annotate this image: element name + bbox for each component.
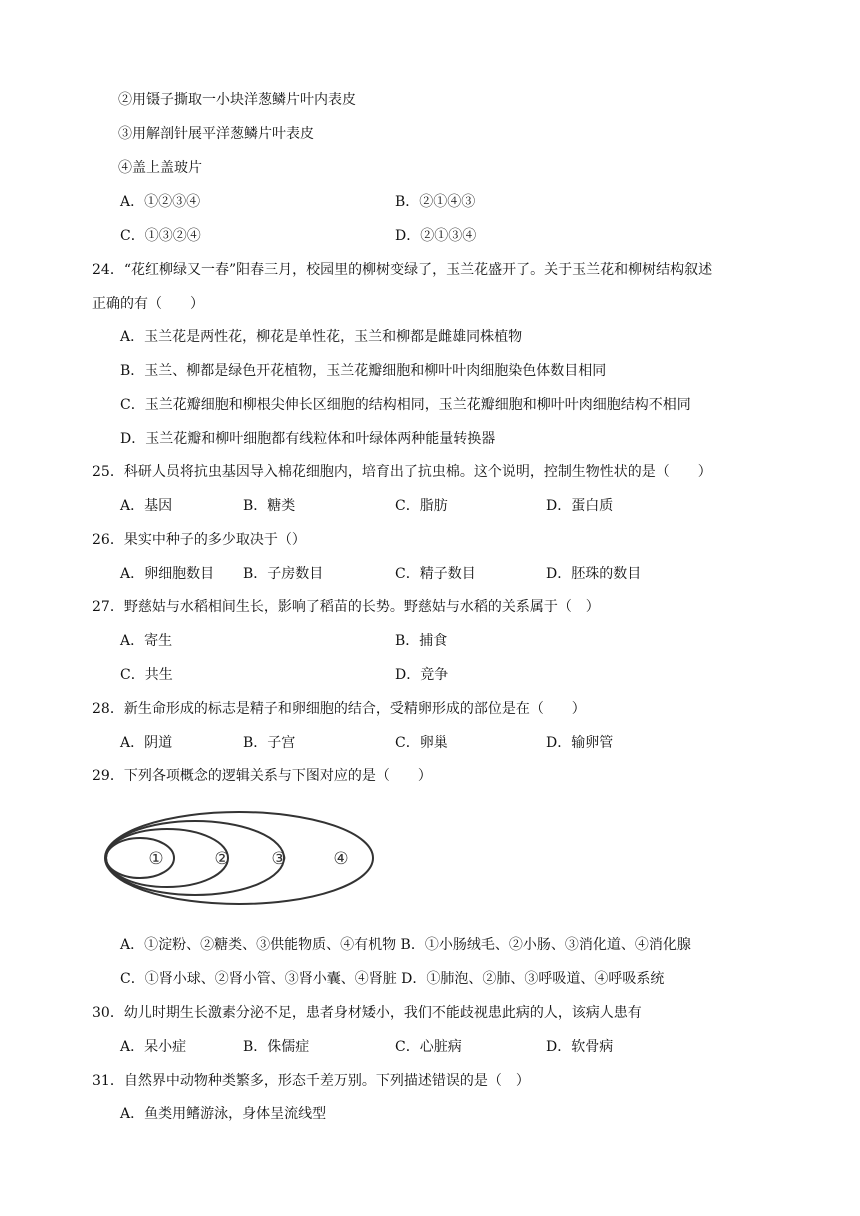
q26-option-b: B．子房数目 (243, 566, 324, 582)
q24-stem-line1: 24．“花红柳绿又一春”阳春三月，校园里的柳树变绿了，玉兰花盛开了。关于玉兰花和柳树结构叙述 (92, 262, 713, 278)
q27-option-d: D．竞争 (395, 667, 449, 683)
step-line-3: ③用解剖针展平洋葱鳞片叶表皮 (118, 126, 314, 142)
q26-option-d: D．胚珠的数目 (546, 566, 642, 582)
q29-options-line2: C．①肾小球、②肾小管、③肾小囊、④肾脏 D．①肺泡、②肺、③呼吸道、④呼吸系统 (120, 971, 665, 987)
q27-option-a: A．寄生 (120, 633, 173, 649)
q28-option-d: D．输卵管 (546, 735, 614, 751)
diagram-label-2: ② (214, 849, 230, 869)
q28-option-a: A．阴道 (120, 735, 173, 751)
q28-option-c: C．卵巢 (395, 735, 448, 751)
q30-option-b: B．侏儒症 (243, 1039, 310, 1055)
diagram-label-1: ① (148, 849, 164, 869)
q26-option-a: A．卵细胞数目 (120, 566, 215, 582)
q24-option-a: A．玉兰花是两性花，柳花是单性花，玉兰和柳都是雌雄同株植物 (120, 329, 523, 345)
q30-stem: 30．幼儿时期生长激素分泌不足，患者身材矮小，我们不能歧视患此病的人，该病人患有 (92, 1005, 642, 1021)
nested-ellipse-diagram (104, 810, 380, 906)
q27-stem: 27．野慈姑与水稻相间生长，影响了稻苗的长势。野慈姑与水稻的关系属于（ ） (92, 599, 600, 615)
q31-stem: 31．自然界中动物种类繁多，形态千差万别。下列描述错误的是（ ） (92, 1073, 530, 1089)
step-line-4: ④盖上盖玻片 (118, 160, 202, 176)
q31-option-a: A．鱼类用鳍游泳，身体呈流线型 (120, 1106, 327, 1122)
q29-options-line1: A．①淀粉、②糖类、③供能物质、④有机物 B．①小肠绒毛、②小肠、③消化道、④消化腺 (120, 937, 691, 953)
q25-option-c: C．脂肪 (395, 498, 448, 514)
q27-option-b: B．捕食 (395, 633, 448, 649)
q24-stem-line2: 正确的有（ ） (92, 296, 204, 312)
q23-option-c: C．①③②④ (120, 228, 201, 244)
ellipse-1 (106, 838, 174, 878)
q24-option-c: C．玉兰花瓣细胞和柳根尖伸长区细胞的结构相同，玉兰花瓣细胞和柳叶叶肉细胞结构不相同 (120, 397, 691, 413)
q25-option-b: B．糖类 (243, 498, 296, 514)
diagram-label-4: ④ (333, 849, 349, 869)
q23-option-b: B．②①④③ (395, 194, 476, 210)
q29-stem: 29．下列各项概念的逻辑关系与下图对应的是（ ） (92, 768, 432, 784)
q25-option-d: D．蛋白质 (546, 498, 614, 514)
ellipse-2 (106, 829, 228, 887)
q28-stem: 28．新生命形成的标志是精子和卵细胞的结合，受精卵形成的部位是在（ ） (92, 701, 586, 717)
q25-stem: 25．科研人员将抗虫基因导入棉花细胞内，培育出了抗虫棉。这个说明，控制生物性状的是（ ） (92, 464, 712, 480)
q24-option-d: D．玉兰花瓣和柳叶细胞都有线粒体和叶绿体两种能量转换器 (120, 431, 496, 447)
q30-option-a: A．呆小症 (120, 1039, 187, 1055)
q26-option-c: C．精子数目 (395, 566, 476, 582)
q30-option-c: C．心脏病 (395, 1039, 462, 1055)
q23-option-d: D．②①③④ (395, 228, 477, 244)
q28-option-b: B．子宫 (243, 735, 296, 751)
q27-option-c: C．共生 (120, 667, 173, 683)
q24-option-b: B．玉兰、柳都是绿色开花植物，玉兰花瓣细胞和柳叶叶肉细胞染色体数目相同 (120, 363, 607, 379)
q25-option-a: A．基因 (120, 498, 173, 514)
step-line-2: ②用镊子撕取一小块洋葱鳞片叶内表皮 (118, 92, 356, 108)
q30-option-d: D．软骨病 (546, 1039, 614, 1055)
q26-stem: 26．果实中种子的多少取决于（） (92, 532, 306, 548)
diagram-label-3: ③ (271, 849, 287, 869)
q23-option-a: A．①②③④ (120, 194, 201, 210)
